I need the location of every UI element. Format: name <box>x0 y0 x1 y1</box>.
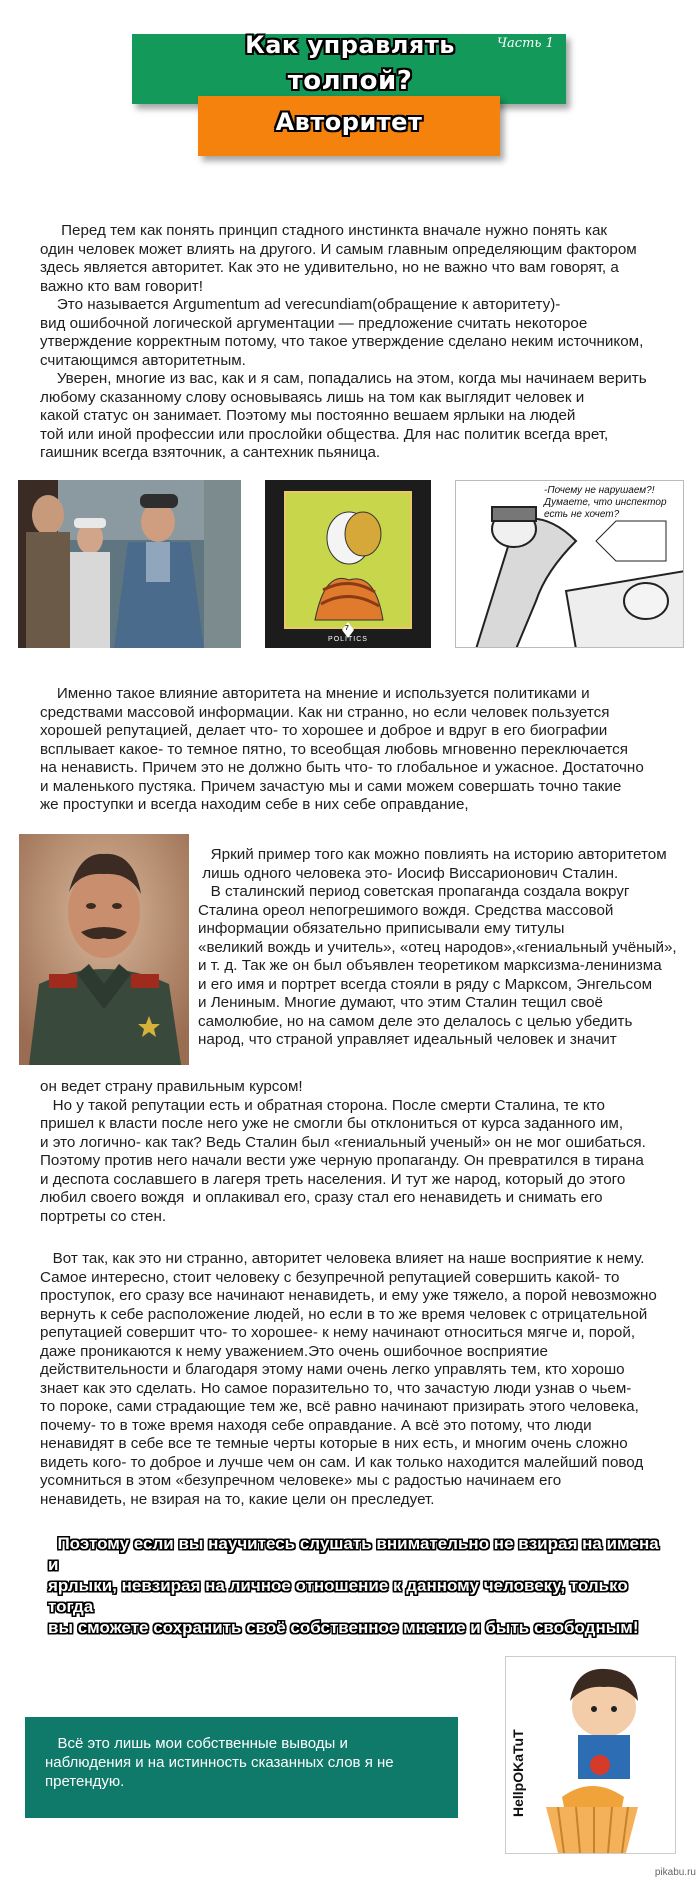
perception-paragraph: Вот так, как это ни странно, авторитет человека влияет на наше восприятие к нему. Самое интересно, стоит человеку с безупречной репутацией совершить какой- то проступок, его сразу все начинают ненавидеть, и ему уже тяжело, а порой невозможно вернуть к себе расположение людей, но если в то же время человек с отрицательной репутацией совершит что- то хорошее- к нему начинают относиться мягче и, порой, даже проникаются к нему уважением.Это очень ошибочное восприятие действительности и благодаря этому нами очень легко управлять тем, кто хорошо знает как это сделать. Но самое поразительно то, что зачастую люди узнав о чьем- то пороке, сами страдающие тем же, всё равно начинают призирать этого человека, почему- то в тоже время находя себе оправдание. А всё это потому, что люди ненавидят в себе все те темные черты которые в них есть, и многим очень сложно видеть кого- то доброе и лучше чем он сам. И как только находится малейший повод усомниться в этом «безупречном человеке» мы с радостью начинаем его ненавидеть, не взирая на то, какие цели он преследует. <box>40 1250 657 1508</box>
page-title-line2: толпой? <box>287 66 413 96</box>
stalin-paragraph: Яркий пример того как можно повлиять на историю авторитетом лишь одного человека это- Иосиф Виссарионович Сталин. В сталинский период советская пропаганда создала вокруг Сталина ореол непогрешимого вождя. Средства массовой информации обязательно приписывали ему титулы «великий вождь и учитель», «отец народов»,«гениальный учёный», и т. д. Так же он был объявлен теоретиком марксизма-ленинизма и его имя и портрет всегда стояли в ряду с Марксом, Энгельсом и Лениным. Многие думают, что этим Сталин тещил своё самолюбие, но на самом деле это делалось с целью убедить народ, что страной управляет идеальный человек и значит <box>198 846 677 1048</box>
traffic-police-cartoon <box>455 480 684 648</box>
part-label: Часть 1 <box>497 36 554 51</box>
card-caption: POLITICS <box>328 636 368 643</box>
conclusion-text: Поэтому если вы научитесь слушать внимательно не взирая на имена и ярлыки, невзирая на личное отношение к данному человеку, только тогда вы сможете сохранить своё собственное мнение и быть свободным! <box>48 1534 659 1637</box>
page-subtitle: Авторитет <box>275 108 423 136</box>
stalin-portrait <box>19 834 189 1065</box>
card-number: 7 <box>345 625 349 632</box>
cartoon-speech-bubble: -Почему не нарушаем?! Думаете, что инспектор есть не хочет? <box>544 485 667 520</box>
intro-paragraph: Перед тем как понять принцип стадного инстинкта вначале нужно понять как один человек может влиять на другого. И самым главным определяющим фактором здесь является авторитет. Как это не удивительно, но не важно что вам говорят, а важно кто вам говорит! Это называется Argumentum ad verecundiam(обращение к авторитету)- вид ошибочной логической аргументации — предложение считать некоторое утверждение корректным потому, что такое утверждение сделано неким источником, считающимся авторитетным. Уверен, многие из вас, как и я сам, попадались на этом, когда мы начинаем верить любому сказанному слову основываясь лишь на том как выглядит человек и какой статус он занимает. Поэтому мы постоянно вешаем ярлыки на людей той или иной профессии или прослойки общества. Для нас политик всегда врет, гаишник всегда взяточник, а сантехник пьяница. <box>40 222 647 461</box>
disclaimer-text: Всё это лишь мои собственные выводы и наблюдения и на истинность сказанных слов я не претендую. <box>45 1735 394 1790</box>
influence-paragraph: Именно такое влияние авторитета на мнение и используется политиками и средствами массовой информации. Как ни странно, но если человек пользуется хорошей репутацией, делает что- то хорошее и доброе и вдруг в его биографии всплывает какое- то темное пятно, то всеобщая любовь мгновенно переключается на ненависть. Причем это не должно быть что- то глобальное и ужасное. Достаточно и маленького пустяка. Причем зачастую мы и сами можем совершать точно такие же проступки и всегда находим себе в них себе оправдание, <box>40 685 644 813</box>
film-scene-photo <box>18 480 241 648</box>
mascot-label: HellpOKaTuT <box>510 1729 526 1817</box>
page-title-line1: Как управлять <box>245 31 455 59</box>
watermark: pikabu.ru <box>654 1867 696 1878</box>
stalin-continuation-paragraph: он ведет страну правильным курсом! Но у такой репутации есть и обратная сторона. После смерти Сталина, те кто пришел к власти после него уже не смогли бы отклониться от курса заданного им, и это логично- как так? Ведь Сталин был «гениальный ученый» он не мог ошибаться. Поэтому против него начали вести уже черную пропаганду. Он превратился в тирана и деспота сославшего в лагеря треть населения. И тут же народ, который до этого любил своего вождя и оплакивал его, сразу стал его ненавидеть и снимать его портреты со стен. <box>40 1078 646 1225</box>
politics-tarot-card <box>265 480 431 648</box>
mascot-cupcake-image <box>505 1656 676 1854</box>
